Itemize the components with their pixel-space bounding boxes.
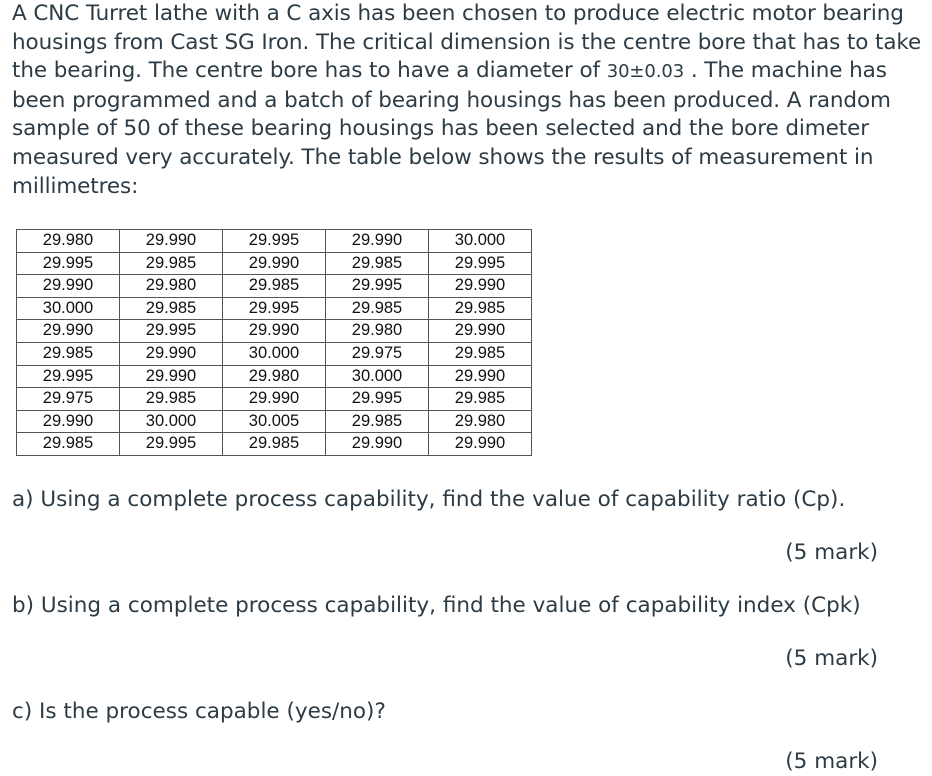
table-cell: 29.995 [17,252,120,275]
table-row [17,433,532,456]
table-row [17,365,532,388]
table-cell: 29.990 [17,275,120,298]
table-cell: 29.995 [326,275,429,298]
table-cell: 29.980 [326,320,429,343]
table-cell: 30.000 [429,230,532,253]
table-cell: 29.985 [223,275,326,298]
table-cell: 29.985 [326,297,429,320]
table-cell: 29.985 [429,297,532,320]
table-cell: 29.985 [17,342,120,365]
table-row [17,252,532,275]
table-row [17,320,532,343]
table-cell: 29.995 [429,252,532,275]
table-cell: 29.995 [120,320,223,343]
table-cell: 29.985 [120,297,223,320]
table-cell: 29.990 [17,410,120,433]
table-cell: 29.985 [120,252,223,275]
question-a: a) Using a complete process capability, find the value of capability ratio (Cp). [12,487,846,512]
question-b: b) Using a complete process capability, find the value of capability index (Cpk) [12,593,861,618]
table-row [17,410,532,433]
table-cell: 29.990 [429,275,532,298]
measurement-table [16,229,532,456]
question-a-mark: (5 mark) [785,540,878,565]
table-row [17,297,532,320]
table-cell: 30.000 [17,297,120,320]
table-cell: 29.990 [429,433,532,456]
table-cell: 29.980 [223,365,326,388]
bore-tolerance-spec: 30±0.03 [606,61,685,83]
table-cell: 29.990 [223,388,326,411]
table-row [17,275,532,298]
table-cell: 29.990 [429,320,532,343]
table-cell: 29.985 [429,388,532,411]
problem-statement [12,0,924,201]
table-cell: 29.985 [326,410,429,433]
table-cell: 29.990 [223,252,326,275]
table-cell: 29.995 [17,365,120,388]
question-c-mark: (5 mark) [785,749,878,774]
table-cell: 30.000 [120,410,223,433]
table-cell: 29.995 [223,230,326,253]
table-cell: 30.000 [223,342,326,365]
table-cell: 30.000 [326,365,429,388]
problem-text-part-1: A CNC Turret lathe with a C axis has been chosen to produce electric motor bearing housings from Cast SG Iron. The critical dimension is the centre bore that has to take the bearing. The centre bore has to have a diameter of [12,1,922,84]
table-cell: 29.995 [326,388,429,411]
problem-text-part-2: . The machine has been programmed and a batch of bearing housings has been produced. A random sample of 50 of these bearing housings has been selected and the bore dimeter measured very accurately. The table below shows the results of measurement in millimetres: [12,58,891,199]
table-row [17,388,532,411]
table-cell: 29.975 [17,388,120,411]
table-cell: 29.980 [120,275,223,298]
question-b-mark: (5 mark) [785,646,878,671]
table-cell: 29.990 [120,342,223,365]
table-row [17,342,532,365]
table-cell: 29.985 [429,342,532,365]
table-cell: 29.995 [223,297,326,320]
table-cell: 29.990 [326,230,429,253]
table-cell: 29.985 [120,388,223,411]
table-cell: 29.990 [326,433,429,456]
table-cell: 29.975 [326,342,429,365]
table-cell: 29.985 [17,433,120,456]
question-c: c) Is the process capable (yes/no)? [12,699,386,724]
table-cell: 29.980 [429,410,532,433]
table-cell: 29.990 [120,230,223,253]
table-cell: 29.985 [326,252,429,275]
table-cell: 29.990 [17,320,120,343]
table-cell: 29.980 [17,230,120,253]
table-cell: 29.985 [223,433,326,456]
table-cell: 29.990 [429,365,532,388]
table-cell: 29.995 [120,433,223,456]
table-cell: 29.990 [223,320,326,343]
table-row [17,230,532,253]
table-cell: 29.990 [120,365,223,388]
table-cell: 30.005 [223,410,326,433]
